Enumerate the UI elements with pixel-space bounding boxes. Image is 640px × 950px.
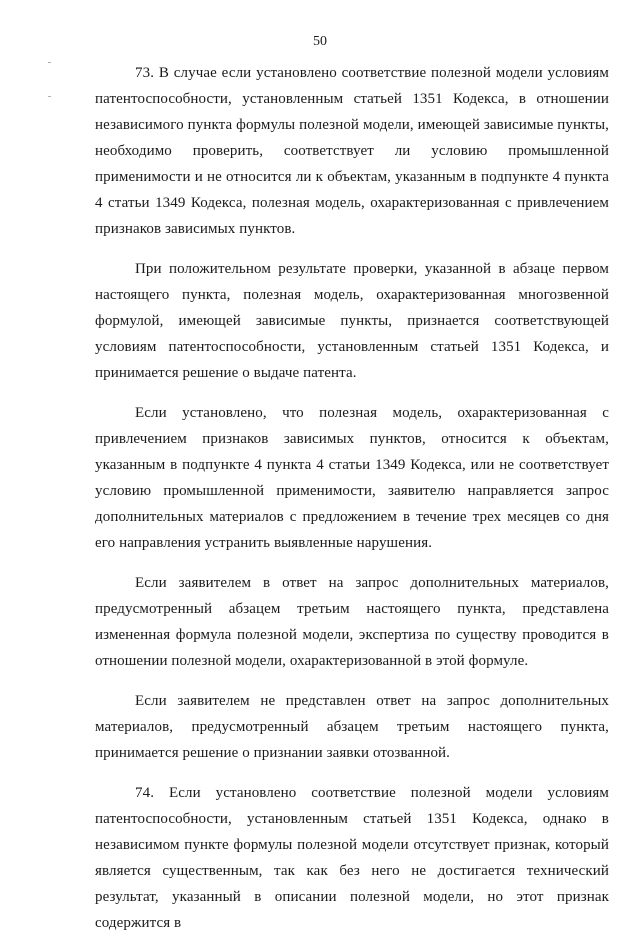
paragraph-73: 73. В случае если установлено соответствие полезной модели условиям патентоспособности, установленным статьей 1351 Кодекса, в отношении независимого пункта формулы полезной модели, имеющей зависимые пункты, необходимо проверить, соответствует ли условию промышленной применимости и не относится ли к объектам, указанным в подпункте 4 пункта 4 статьи 1349 Кодекса, полезная модель, охарактеризованная с привлечением признаков зависимых пунктов. [95, 65, 609, 237]
paragraph-73-request: Если установлено, что полезная модель, охарактеризованная с привлечением признаков зависимых пунктов, относится к объектам, указанным в подпункте 4 пункта 4 статьи 1349 Кодекса, или не соответствует условию промышленной применимости, заявителю направляется запрос дополнительных материалов с предложением в течение трех месяцев со дня его направления устранить выявленные нарушения. [95, 405, 609, 551]
margin-mark [48, 62, 51, 63]
paragraph-73-withdrawn: Если заявителем не представлен ответ на запрос дополнительных материалов, предусмотренный абзацем третьим настоящего пункта, принимается решение о признании заявки отозванной. [95, 693, 609, 761]
paragraph-74: 74. Если установлено соответствие полезной модели условиям патентоспособности, установленным статьей 1351 Кодекса, однако в независимом пункте формулы полезной модели отсутствует признак, который является существенным, так как без него не достигается технический результат, указанный в описании полезной модели, но этот признак содержится в [95, 785, 609, 931]
margin-mark [48, 96, 51, 97]
document-body [95, 60, 609, 950]
paragraph-73-amended-claims: Если заявителем в ответ на запрос дополнительных материалов, предусмотренный абзацем третьим настоящего пункта, представлена измененная формула полезной модели, экспертиза по существу проводится в отношении полезной модели, охарактеризованной в этой формуле. [95, 575, 609, 669]
paragraph-73-positive-result: При положительном результате проверки, указанной в абзаце первом настоящего пункта, полезная модель, охарактеризованная многозвенной формулой, имеющей зависимые пункты, признается соответствующей условиям патентоспособности, установленным статьей 1351 Кодекса, и принимается решение о выдаче патента. [95, 261, 609, 381]
page-number: 50 [313, 34, 327, 49]
